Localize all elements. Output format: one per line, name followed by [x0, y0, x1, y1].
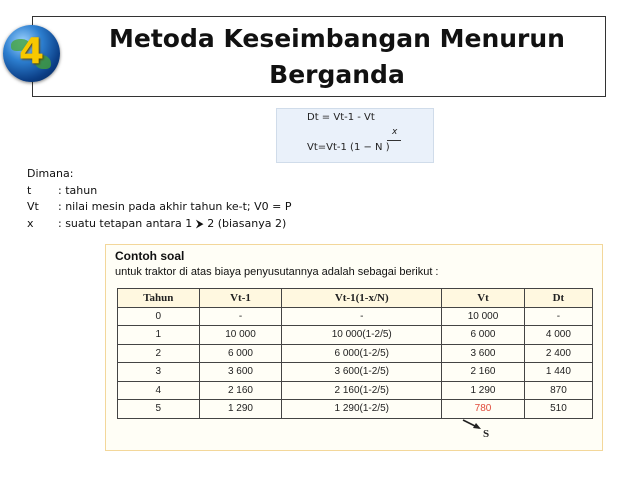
table-row — [118, 381, 593, 400]
table-cell: 10 000 — [442, 307, 525, 326]
table-cell: 10 000 — [199, 326, 282, 345]
definition-row — [27, 199, 291, 216]
table-cell: 4 — [118, 381, 200, 400]
table-row — [118, 344, 593, 363]
table-cell: 1 290 — [199, 400, 282, 419]
title-line-1: Metoda Keseimbangan Menurun — [109, 24, 565, 53]
example-heading: Contoh soal — [115, 249, 185, 263]
formula-fraction-numerator: x — [392, 127, 398, 137]
table-row — [118, 307, 593, 326]
table-cell: 4 000 — [524, 326, 592, 345]
definition-text: : tahun — [58, 183, 98, 197]
definition-symbol: x — [27, 216, 34, 230]
arrow-head-icon — [473, 423, 481, 429]
table-cell: - — [282, 307, 442, 326]
table-cell: 510 — [524, 400, 592, 419]
definition-row — [27, 183, 291, 200]
formula-line-1: Dt = Vt-1 - Vt — [307, 112, 375, 123]
title-line-2: Berganda — [269, 60, 405, 89]
badge-number: 4 — [18, 31, 45, 72]
table-cell: - — [524, 307, 592, 326]
table-cell: 3 600(1-2/5) — [282, 363, 442, 382]
table-cell: 1 290(1-2/5) — [282, 400, 442, 419]
definition-row — [27, 216, 291, 233]
table-row — [118, 363, 593, 382]
table-cell: 6 000 — [442, 326, 525, 345]
salvage-arrow-annotation — [461, 418, 501, 440]
table-cell: 2 — [118, 344, 200, 363]
definition-text: : suatu tetapan antara 1 ⮞ 2 (biasanya 2) — [58, 216, 287, 230]
table-cell: 1 440 — [524, 363, 592, 382]
table-cell: 10 000(1-2/5) — [282, 326, 442, 345]
table-cell: 870 — [524, 381, 592, 400]
column-header: Vt-1(1-x/N) — [282, 289, 442, 308]
table-cell: 2 400 — [524, 344, 592, 363]
definitions-heading: Dimana: — [27, 167, 74, 180]
globe-number-badge — [3, 25, 60, 82]
definition-symbol: Vt — [27, 200, 39, 213]
column-header: Dt — [524, 289, 592, 308]
table-cell: 2 160(1-2/5) — [282, 381, 442, 400]
table-cell: 2 160 — [442, 363, 525, 382]
annotation-label: S — [483, 428, 490, 440]
column-header: Tahun — [118, 289, 200, 308]
formula-box — [276, 108, 434, 163]
definition-text: : nilai mesin pada akhir tahun ke-t; V0 = P — [58, 200, 292, 213]
table-cell: 5 — [118, 400, 200, 419]
column-header: Vt-1 — [199, 289, 282, 308]
definitions-block — [27, 166, 291, 232]
highlighted-cell: 780 — [442, 400, 525, 419]
table-row — [118, 400, 593, 419]
table-cell: 2 160 — [199, 381, 282, 400]
depreciation-table — [117, 288, 593, 419]
table-cell: 3 600 — [199, 363, 282, 382]
slide-title — [77, 21, 597, 93]
table-header-row — [118, 289, 593, 308]
table-cell: 3 — [118, 363, 200, 382]
column-header: Vt — [442, 289, 525, 308]
table-cell: 1 290 — [442, 381, 525, 400]
table-row — [118, 326, 593, 345]
table-cell: 0 — [118, 307, 200, 326]
table-cell: - — [199, 307, 282, 326]
table-cell: 6 000 — [199, 344, 282, 363]
title-box — [32, 16, 606, 97]
definition-symbol: t — [27, 183, 32, 197]
formula-line-2: Vt=Vt-1 (1 − N ) — [307, 142, 390, 153]
example-panel — [105, 244, 603, 451]
example-intro: untuk traktor di atas biaya penyusutannya adalah sebagai berikut : — [115, 266, 439, 278]
table-cell: 1 — [118, 326, 200, 345]
formula-fraction-bar — [387, 140, 401, 141]
table-cell: 6 000(1-2/5) — [282, 344, 442, 363]
table-cell: 3 600 — [442, 344, 525, 363]
